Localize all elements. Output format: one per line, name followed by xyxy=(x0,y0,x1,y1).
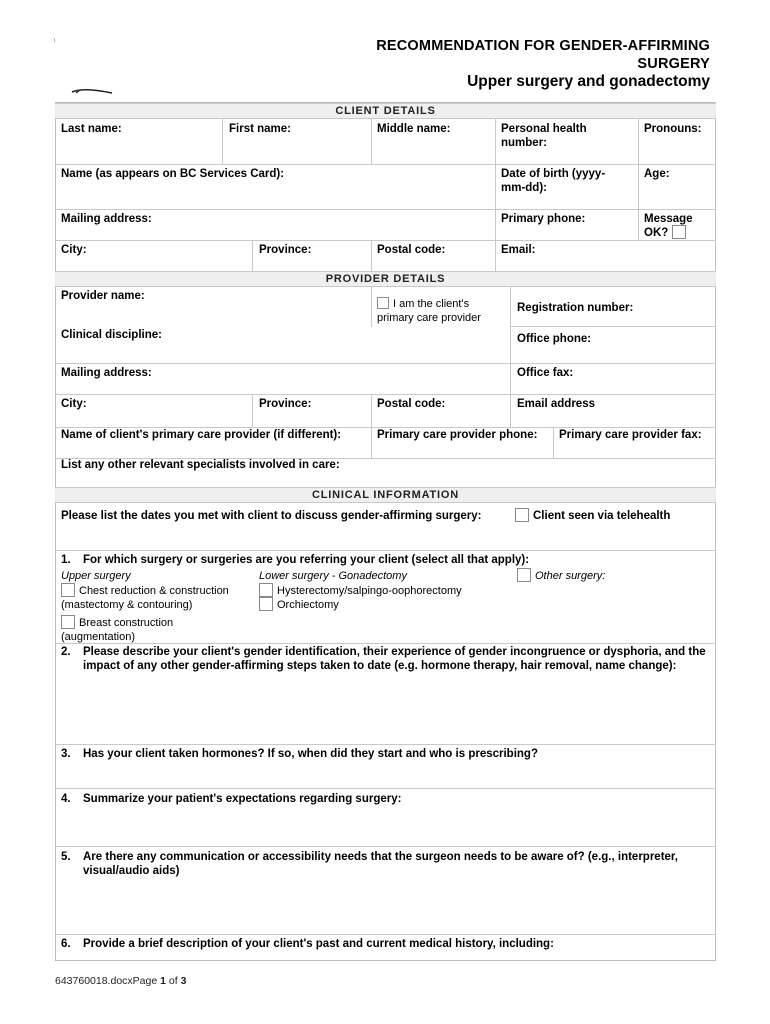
last-name-field[interactable]: Last name: xyxy=(61,123,122,135)
question-3-text: Has your client taken hormones? If so, when did they start and who is prescribing? xyxy=(83,748,538,760)
form-subtitle: Upper surgery and gonadectomy xyxy=(467,73,710,90)
provider-email-field[interactable]: Email address xyxy=(517,398,595,410)
primary-care-provider-label: I am the client's primary care provider xyxy=(377,298,481,324)
question-6[interactable] xyxy=(55,934,716,960)
first-name-field[interactable]: First name: xyxy=(229,123,291,135)
other-surgery-option[interactable] xyxy=(517,568,712,583)
provider-name-field[interactable]: Provider name: xyxy=(61,290,145,302)
question-3[interactable] xyxy=(55,744,716,788)
form-title xyxy=(376,37,710,91)
client-city-field[interactable]: City: xyxy=(61,244,87,256)
question-6-text: Provide a brief description of your client's past and current medical history, including: xyxy=(83,938,554,950)
client-details-heading: CLIENT DETAILS xyxy=(55,103,716,119)
footer-filename: 643760018.docx xyxy=(55,975,133,987)
footer-page-number: 1 xyxy=(160,975,166,987)
title-line-2: SURGERY xyxy=(637,56,710,72)
question-6-number: 6. xyxy=(61,938,71,950)
meeting-dates-field[interactable]: Please list the dates you met with client to discuss gender-affirming surgery: xyxy=(61,510,482,522)
message-ok-label: Message OK? xyxy=(644,213,693,239)
footer-total-pages: 3 xyxy=(180,975,187,987)
provider-details-heading: PROVIDER DETAILS xyxy=(55,271,716,287)
provider-mailing-address-field[interactable]: Mailing address: xyxy=(61,367,152,379)
phn-field[interactable]: Personal health number: xyxy=(501,123,587,149)
lower-surgery-label: Lower surgery - Gonadectomy xyxy=(259,570,407,582)
upper-surgery-label: Upper surgery xyxy=(61,570,131,582)
question-2[interactable] xyxy=(55,643,716,744)
question-2-number: 2. xyxy=(61,646,71,658)
pcp-phone-field[interactable]: Primary care provider phone: xyxy=(377,429,538,441)
telehealth-checkbox[interactable] xyxy=(515,508,529,522)
telehealth-option[interactable] xyxy=(515,508,715,523)
clinical-information-heading: CLINICAL INFORMATION xyxy=(55,487,716,503)
orchiectomy-label: Orchiectomy xyxy=(277,599,339,611)
clinical-discipline-field[interactable]: Clinical discipline: xyxy=(61,329,162,341)
pcp-name-field[interactable]: Name of client's primary care provider (if different): xyxy=(61,429,342,441)
hysterectomy-checkbox[interactable] xyxy=(259,583,273,597)
office-fax-field[interactable]: Office fax: xyxy=(517,367,574,379)
primary-phone-field[interactable]: Primary phone: xyxy=(501,213,586,225)
client-province-field[interactable]: Province: xyxy=(259,244,312,256)
chest-reduction-checkbox[interactable] xyxy=(61,583,75,597)
pcp-fax-field[interactable]: Primary care provider fax: xyxy=(559,429,702,441)
question-5[interactable] xyxy=(55,846,716,934)
registration-number-field[interactable]: Registration number: xyxy=(517,302,634,314)
other-surgery-label: Other surgery: xyxy=(535,570,606,582)
telehealth-label: Client seen via telehealth xyxy=(533,510,671,522)
provider-postal-field[interactable]: Postal code: xyxy=(377,398,446,410)
client-mailing-address-field[interactable]: Mailing address: xyxy=(61,213,152,225)
chest-reduction-label: Chest reduction & construction (mastectomy & contouring) xyxy=(61,585,229,611)
question-5-number: 5. xyxy=(61,851,71,863)
question-4[interactable] xyxy=(55,788,716,846)
pronouns-field[interactable]: Pronouns: xyxy=(644,123,702,135)
primary-care-provider-option[interactable] xyxy=(377,297,507,325)
orchiectomy-checkbox[interactable] xyxy=(259,597,273,611)
question-3-number: 3. xyxy=(61,748,71,760)
bc-name-field[interactable]: Name (as appears on BC Services Card): xyxy=(61,168,285,180)
age-field[interactable]: Age: xyxy=(644,168,670,180)
primary-care-provider-checkbox[interactable] xyxy=(377,297,389,309)
client-email-field[interactable]: Email: xyxy=(501,244,536,256)
specialists-field[interactable]: List any other relevant specialists involved in care: xyxy=(61,459,340,471)
client-postal-field[interactable]: Postal code: xyxy=(377,244,446,256)
message-ok-checkbox[interactable] xyxy=(672,225,686,239)
question-4-number: 4. xyxy=(61,793,71,805)
footer-page-word: Page xyxy=(132,975,158,987)
chest-reduction-option[interactable] xyxy=(61,583,251,612)
orchiectomy-option[interactable] xyxy=(259,597,459,612)
title-line-1: RECOMMENDATION FOR GENDER-AFFIRMING xyxy=(376,38,710,54)
question-1-number: 1. xyxy=(61,554,71,566)
page-footer xyxy=(55,975,186,987)
provider-city-field[interactable]: City: xyxy=(61,398,87,410)
hysterectomy-option[interactable] xyxy=(259,583,509,598)
logo-icon xyxy=(52,30,132,100)
question-1-text: For which surgery or surgeries are you referring your client (select all that apply): xyxy=(83,554,530,566)
footer-of-word: of xyxy=(168,975,178,987)
hysterectomy-label: Hysterectomy/salpingo-oophorectomy xyxy=(277,585,462,597)
breast-construction-option[interactable] xyxy=(61,615,211,644)
breast-construction-checkbox[interactable] xyxy=(61,615,75,629)
question-5-text: Are there any communication or accessibility needs that the surgeon needs to be aware of? (e.g., interpreter, visual/audio aids) xyxy=(83,851,678,877)
question-4-text: Summarize your patient's expectations regarding surgery: xyxy=(83,793,402,805)
office-phone-field[interactable]: Office phone: xyxy=(517,333,592,345)
breast-construction-label: Breast construction (augmentation) xyxy=(61,617,174,643)
question-2-text: Please describe your client's gender identification, their experience of gender incongruence or dysphoria, and the impact of any other gender-affirming steps taken to date (e.g. hormone therapy, hair removal, name change): xyxy=(83,646,706,672)
middle-name-field[interactable]: Middle name: xyxy=(377,123,451,135)
provider-province-field[interactable]: Province: xyxy=(259,398,312,410)
other-surgery-checkbox[interactable] xyxy=(517,568,531,582)
dob-field[interactable]: Date of birth (yyyy-mm-dd): xyxy=(501,168,606,194)
